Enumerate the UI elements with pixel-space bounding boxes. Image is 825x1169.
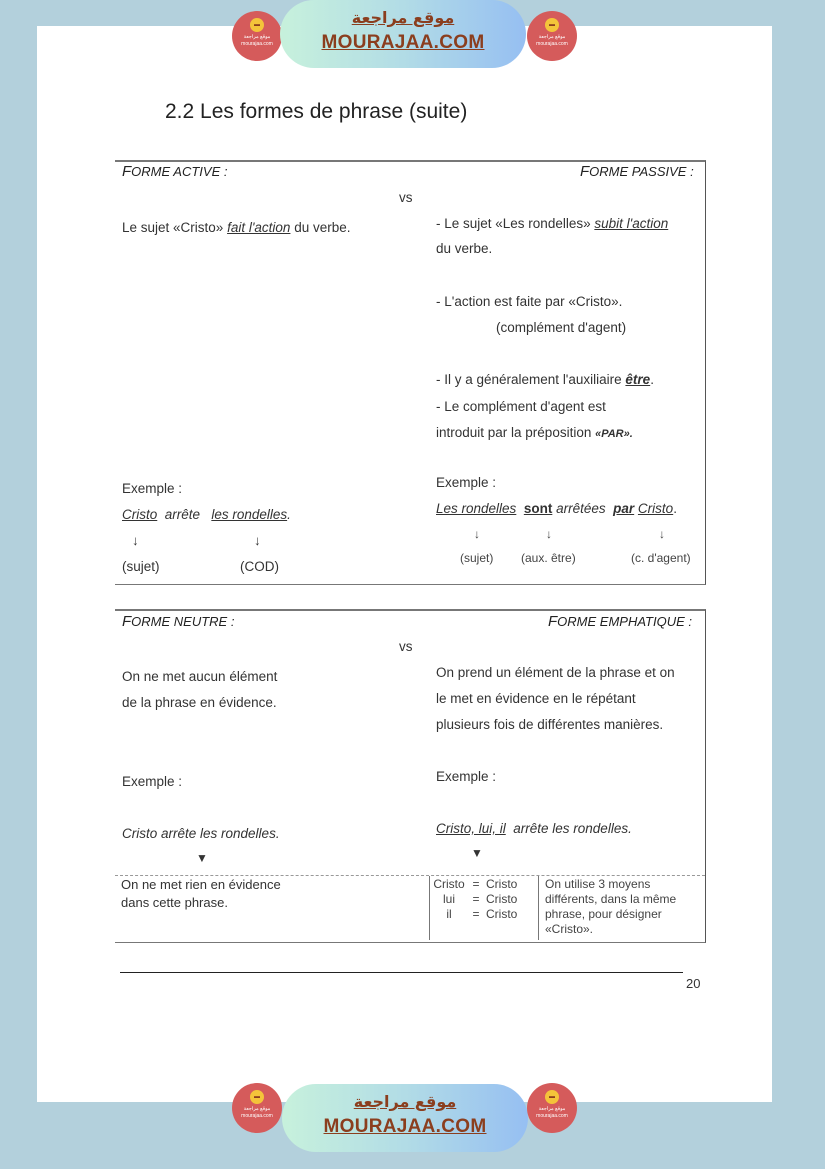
neutral-desc-line2: de la phrase en évidence. (122, 695, 277, 710)
neutral-note-line2: dans cette phrase. (121, 895, 228, 910)
banner-site-name: MOURAJAA.COM (323, 1116, 487, 1137)
emphatic-desc-line2: le met en évidence en le répétant (436, 691, 636, 706)
badge-text: mourajaa.com (536, 41, 568, 47)
badge-text: mourajaa.com (241, 41, 273, 47)
passive-desc-line3: - L'action est faite par «Cristo». (436, 294, 623, 309)
passive-desc-line4: (complément d'agent) (496, 320, 627, 335)
passive-role-aux: (aux. être) (521, 551, 576, 565)
emphatic-note-line1: On utilise 3 moyens (545, 877, 651, 891)
passive-example-label: Exemple : (436, 475, 497, 490)
active-example-sentence: Cristo arrête les rondelles. (122, 507, 291, 522)
vs-label: vs (399, 190, 413, 205)
passive-role-subject: (sujet) (460, 551, 494, 565)
book-icon: ▬ (545, 1090, 559, 1104)
banner-arabic-title: موقع مراجعة (353, 1092, 457, 1111)
passive-example-sentence: Les rondelles sont arrêtées par Cristo. (436, 501, 677, 516)
passive-form-header: FORME PASSIVE : (580, 163, 694, 180)
equation-row: il = Cristo (446, 907, 518, 921)
triangle-down-icon: ▼ (196, 851, 208, 865)
page-title: 2.2 Les formes de phrase (suite) (165, 100, 468, 123)
passive-desc-line7: introduit par la préposition «PAR». (436, 425, 633, 440)
emphatic-example-sentence: Cristo, lui, il arrête les rondelles. (436, 821, 632, 836)
neutral-example-label: Exemple : (122, 774, 183, 789)
site-banner-bottom[interactable] (282, 1084, 528, 1152)
emphatic-note-line3: phrase, pour désigner (545, 907, 662, 921)
neutral-desc-line1: On ne met aucun élément (122, 669, 278, 684)
arrow-down-icon: ↓ (659, 527, 665, 541)
active-role-cod: (COD) (240, 559, 279, 574)
active-description: Le sujet «Cristo» fait l'action du verbe. (122, 220, 351, 235)
book-icon: ▬ (250, 18, 264, 32)
footer-rule (120, 972, 683, 973)
emphatic-example-label: Exemple : (436, 769, 497, 784)
emphatic-form-header: FORME EMPHATIQUE : (548, 613, 692, 630)
active-example-label: Exemple : (122, 481, 183, 496)
logo-badge-bottom-left (232, 1083, 282, 1133)
logo-badge-top-left (232, 11, 282, 61)
vs-label: vs (399, 639, 413, 654)
emphatic-desc-line3: plusieurs fois de différentes manières. (436, 717, 664, 732)
column-divider (429, 876, 430, 940)
dashed-divider (115, 875, 705, 876)
passive-desc-line5: - Il y a généralement l'auxiliaire être. (436, 372, 654, 387)
equation-row: Cristo = Cristo (433, 877, 518, 891)
equation-row: lui = Cristo (442, 892, 518, 906)
passive-desc-line6: - Le complément d'agent est (436, 399, 606, 414)
neutral-note-line1: On ne met rien en évidence (121, 877, 281, 892)
badge-text-ar: موقع مراجعة (243, 34, 271, 40)
page-number: 20 (686, 976, 701, 991)
neutral-form-header: FORME NEUTRE : (122, 613, 235, 630)
badge-text-ar: موقع مراجعة (243, 1106, 271, 1112)
passive-role-agent: (c. d'agent) (631, 551, 691, 565)
active-form-header: FORME ACTIVE : (122, 163, 228, 180)
book-icon: ▬ (250, 1090, 264, 1104)
passive-desc-line1: - Le sujet «Les rondelles» subit l'action (436, 216, 669, 231)
active-role-subject: (sujet) (122, 559, 160, 574)
triangle-down-icon: ▼ (471, 846, 483, 860)
emphatic-desc-line1: On prend un élément de la phrase et on (436, 665, 675, 680)
neutral-example-sentence: Cristo arrête les rondelles. (122, 826, 280, 841)
book-icon: ▬ (545, 18, 559, 32)
arrow-down-icon: ↓ (474, 527, 480, 541)
arrow-down-icon: ↓ (132, 533, 139, 548)
emphatic-note-line4: «Cristo». (545, 922, 594, 936)
banner-arabic-title: موقع مراجعة (351, 8, 455, 27)
site-banner-top[interactable] (280, 0, 526, 68)
arrow-down-icon: ↓ (546, 527, 552, 541)
logo-badge-bottom-right (527, 1083, 577, 1133)
emphatic-note-line2: différents, dans la même (545, 892, 677, 906)
badge-text: mourajaa.com (241, 1113, 273, 1119)
badge-text-ar: موقع مراجعة (538, 1106, 566, 1112)
arrow-down-icon: ↓ (254, 533, 261, 548)
logo-badge-top-right (527, 11, 577, 61)
badge-text-ar: موقع مراجعة (538, 34, 566, 40)
passive-desc-line2: du verbe. (436, 241, 493, 256)
column-divider (538, 876, 539, 940)
banner-site-name: MOURAJAA.COM (321, 32, 485, 53)
badge-text: mourajaa.com (536, 1113, 568, 1119)
